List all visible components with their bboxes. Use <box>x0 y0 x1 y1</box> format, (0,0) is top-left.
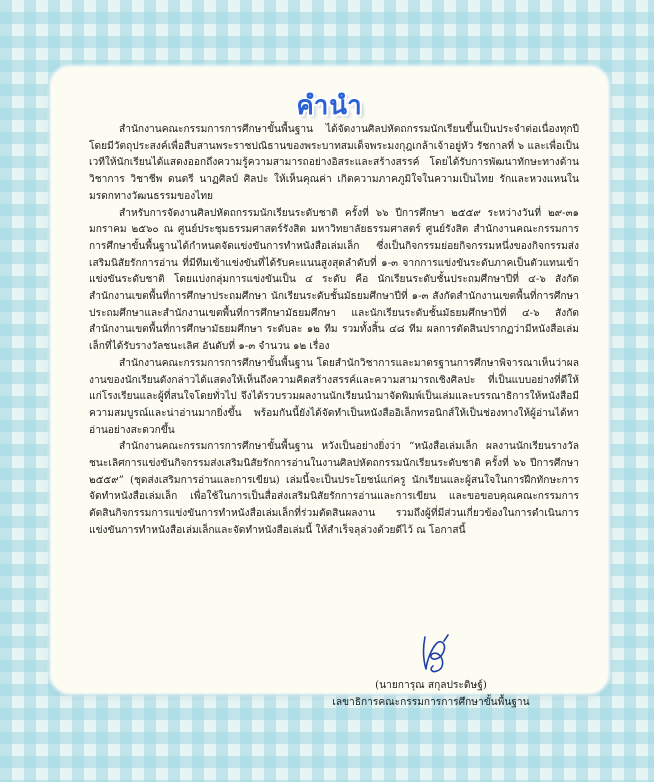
preface-sheet <box>51 67 608 708</box>
signer-position: เลขาธิการคณะกรรมการการศึกษาขั้นพื้นฐาน <box>332 697 530 708</box>
signature-image <box>417 631 453 677</box>
signer-name: (นายการุณ สกุลประดิษฐ์) <box>375 680 487 691</box>
paragraph: สำนักงานคณะกรรมการการศึกษาขั้นพื้นฐาน โดยสำนักวิชาการและมาตรฐานการศึกษาพิจารณาเห็นว่าผลงานของนักเรียนดังกล่าวได้แสดงให้เห็นถึงความคิดสร้างสรรค์และความสามารถเชิงศิลปะ ที่เป็นแบบอย่างที่ดีให้แก่โรงเรียนและผู้ที่สนใจโดยทั่วไป จึงได้รวบรวมผลงานนักเรียนนำมาจัดพิมพ์เป็นเล่มและบรรณาธิการให้หนังสือมีความสมบูรณ์และน่าอ่านมากยิ่งขึ้น พร้อมกันนี้ยังได้จัดทำเป็นหนังสืออิเล็กทรอนิกส์ให้เป็นช่องทางให้ผู้อ่านได้หาอ่านอย่างสะดวกขึ้น <box>89 357 579 436</box>
signer-block <box>331 677 531 711</box>
paragraph: สำหรับการจัดงานศิลปหัตถกรรมนักเรียนระดับชาติ ครั้งที่ ๖๖ ปีการศึกษา ๒๕๕๙ ระหว่างวันที่ ๒๙-๓๑ มกราคม ๒๕๖๐ ณ ศูนย์ประชุมธรรมศาสตร์รังสิต มหาวิทยาลัยธรรมศาสตร์ ศูนย์รังสิต สำนักงานคณะกรรมการการศึกษาขั้นพื้นฐานได้กำหนดจัดแข่งขันการทำหนังสือเล่มเล็ก ซึ่งเป็นกิจกรรมย่อยกิจกรรมหนึ่งของกิจกรรมส่งเสริมนิสัยรักการอ่าน ที่มีทีมเข้าแข่งขันที่ได้รับคะแนนสูงสุดลำดับที่ ๑-๓ จากการแข่งขันระดับภาคเป็นตัวแทนเข้าแข่งขันระดับชาติ โดยแบ่งกลุ่มการแข่งขันเป็น ๔ ระดับ คือ นักเรียนระดับชั้นประถมศึกษาปีที่ ๔-๖ สังกัดสำนักงานเขตพื้นที่การศึกษาประถมศึกษา นักเรียนระดับชั้นมัธยมศึกษาปีที่ ๑-๓ สังกัดสำนักงานเขตพื้นที่การศึกษาประถมศึกษาและสำนักงานเขตพื้นที่การศึกษามัธยมศึกษา และนักเรียนระดับชั้นมัธยมศึกษาปีที่ ๔-๖ สังกัดสำนักงานเขตพื้นที่การศึกษามัธยมศึกษา ระดับละ ๑๒ ทีม รวมทั้งสิ้น ๔๘ ทีม ผลการตัดสินปรากฏว่ามีหนังสือเล่มเล็กที่ได้รับรางวัลชนะเลิศ อันดับที่ ๑-๓ จำนวน ๑๒ เรื่อง <box>89 207 579 353</box>
preface-body <box>89 122 579 540</box>
page-title: คำนำ <box>296 91 363 121</box>
paragraph: สำนักงานคณะกรรมการการศึกษาขั้นพื้นฐาน หวังเป็นอย่างยิ่งว่า “หนังสือเล่มเล็ก ผลงานนักเรียนรางวัลชนะเลิศการแข่งขันกิจกรรมส่งเสริมนิสัยรักการอ่านในงานศิลปหัตถกรรมนักเรียนระดับชาติ ครั้งที่ ๖๖ ปีการศึกษา ๒๕๕๙” (ชุดส่งเสริมการอ่านและการเขียน) เล่มนี้จะเป็นประโยชน์แก่ครู นักเรียนและผู้สนใจในการฝึกทักษะการจัดทำหนังสือเล่มเล็ก เพื่อใช้ในการเป็นสื่อส่งเสริมนิสัยรักการอ่านและการเขียน และขอขอบคุณคณะกรรมการตัดสินกิจกรรมการแข่งขันการทำหนังสือเล่มเล็กที่ร่วมตัดสินผลงาน รวมถึงผู้ที่มีส่วนเกี่ยวข้องในการดำเนินการแข่งขันการทำหนังสือเล่มเล็กและจัดทำหนังสือเล่มนี้ ให้สำเร็จลุล่วงด้วยดีไว้ ณ โอกาสนี้ <box>89 441 579 536</box>
paragraph: สำนักงานคณะกรรมการการศึกษาขั้นพื้นฐาน ได้จัดงานศิลปหัตถกรรมนักเรียนขึ้นเป็นประจำต่อเนื่องทุกปี โดยมีวัตถุประสงค์เพื่อสืบสานพระราชปณิธานของพระบาทสมเด็จพระมงกุฎเกล้าเจ้าอยู่หัว รัชกาลที่ ๖ และเพื่อเป็นเวทีให้นักเรียนได้แสดงออกถึงความรู้ความสามารถอย่างอิสระและสร้างสรรค์ โดยได้รับการพัฒนาทักษะทางด้านวิชาการ วิชาชีพ ดนตรี นาฏศิลป์ ศิลปะ ให้เห็นคุณค่า เกิดความภาคภูมิใจในความเป็นไทย รักและหวงแหนในมรดกทางวัฒนธรรมของไทย <box>89 124 579 202</box>
